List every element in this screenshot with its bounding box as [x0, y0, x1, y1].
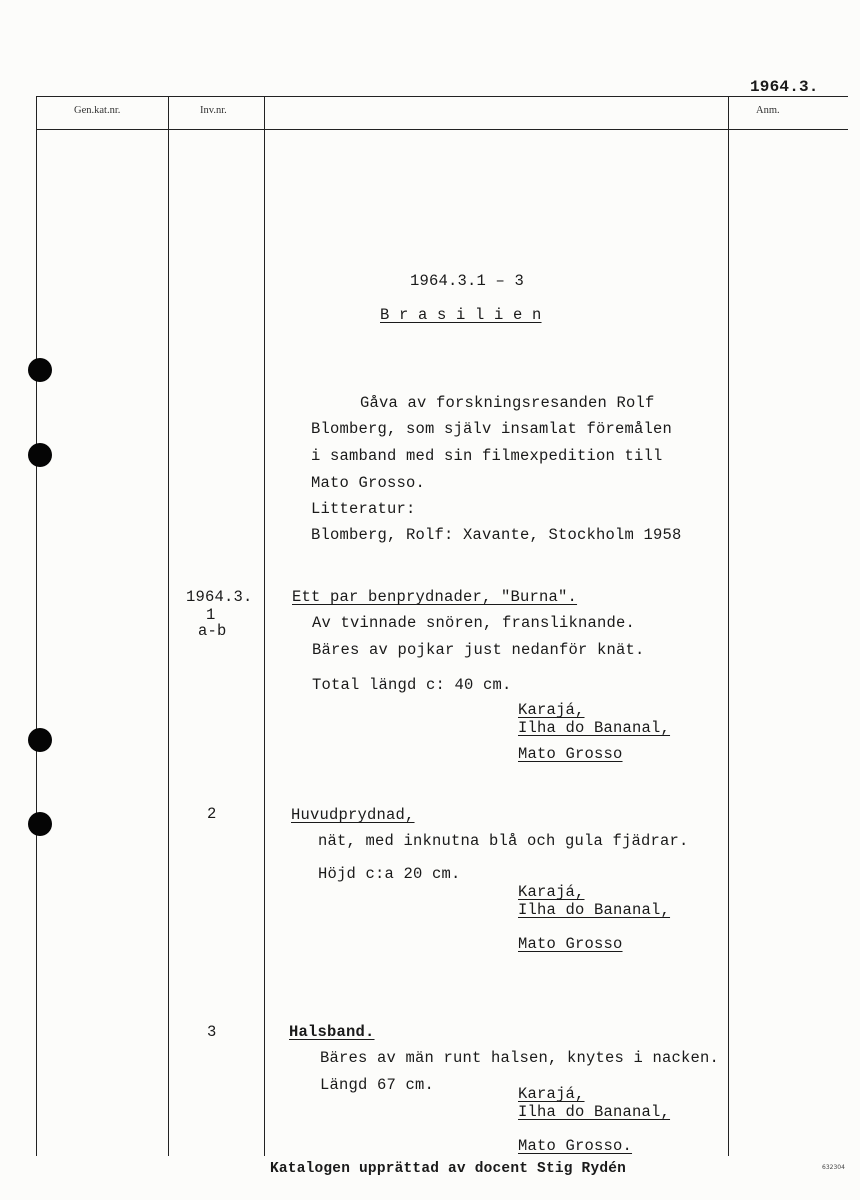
literature-label: Litteratur: — [311, 500, 416, 518]
header-bottom-rule — [36, 129, 848, 130]
provenance-place: Ilha do Bananal, — [518, 901, 671, 919]
item-description: Bäres av män runt halsen, knytes i nacken. — [320, 1049, 720, 1067]
item-measurement: Längd 67 cm. — [320, 1076, 435, 1094]
item-measurement: Total längd c: 40 cm. — [312, 676, 512, 694]
intro-line: i samband med sin filmexpedition till — [311, 447, 663, 465]
provenance-region: Mato Grosso — [518, 745, 623, 763]
provenance-place: Ilha do Bananal, — [518, 1103, 671, 1121]
column-divider-anm — [728, 96, 729, 1156]
provenance-tribe: Karajá, — [518, 1085, 585, 1103]
provenance-region: Mato Grosso — [518, 935, 623, 953]
column-header-inv-nr: Inv.nr. — [200, 105, 227, 116]
literature-reference: Blomberg, Rolf: Xavante, Stockholm 1958 — [311, 526, 682, 544]
punch-hole — [28, 728, 52, 752]
item-heading: Halsband. — [289, 1023, 375, 1041]
column-header-anm: Anm. — [756, 105, 780, 116]
item-heading: Huvudprydnad, — [291, 806, 415, 824]
punch-hole — [28, 443, 52, 467]
item-heading: Ett par benprydnader, "Burna". — [292, 588, 578, 606]
inv-number: 1964.3. — [186, 588, 253, 606]
item-description: Av tvinnade snören, fransliknande. — [312, 614, 636, 632]
inventory-range-title: 1964.3.1 – 3 — [410, 272, 525, 290]
inv-number-sub: 1 — [206, 606, 216, 624]
header-top-rule — [36, 96, 848, 97]
inv-number-sub: a-b — [198, 622, 227, 640]
punch-hole — [28, 358, 52, 382]
intro-line: Gåva av forskningsresanden Rolf — [360, 394, 655, 412]
punch-hole — [28, 812, 52, 836]
inv-number: 3 — [207, 1023, 217, 1041]
item-measurement: Höjd c:a 20 cm. — [318, 865, 461, 883]
provenance-tribe: Karajá, — [518, 701, 585, 719]
intro-line: Mato Grosso. — [311, 474, 426, 492]
column-divider-gen — [168, 96, 169, 1156]
column-divider-inv — [264, 96, 265, 1156]
provenance-region: Mato Grosso. — [518, 1137, 633, 1155]
item-description: nät, med inknutna blå och gula fjädrar. — [318, 832, 689, 850]
page-reference: 1964.3. — [750, 78, 819, 96]
provenance-tribe: Karajá, — [518, 883, 585, 901]
print-code: 632304 — [822, 1164, 845, 1171]
provenance-place: Ilha do Bananal, — [518, 719, 671, 737]
inv-number: 2 — [207, 805, 217, 823]
column-divider-left — [36, 96, 37, 1156]
intro-line: Blomberg, som själv insamlat föremålen — [311, 420, 673, 438]
catalogue-footer: Katalogen upprättad av docent Stig Rydén — [270, 1161, 627, 1177]
country-heading: B r a s i l i e n — [380, 306, 542, 324]
column-header-gen-kat-nr: Gen.kat.nr. — [74, 105, 121, 116]
item-description: Bäres av pojkar just nedanför knät. — [312, 641, 645, 659]
